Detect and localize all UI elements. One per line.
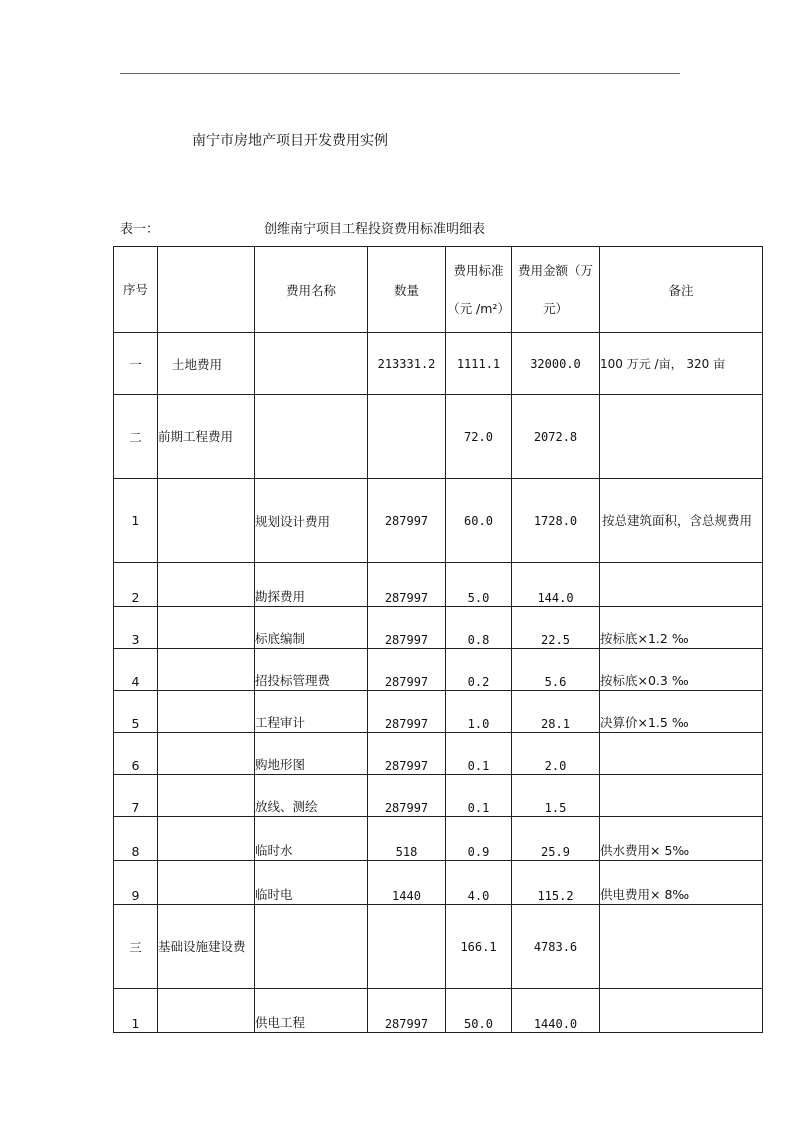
row-note: 供电费用× 8‰ xyxy=(600,861,763,905)
row-name: 招投标管理费 xyxy=(255,649,368,691)
row-note: 供水费用× 5‰ xyxy=(600,817,763,861)
row-qty: 287997 xyxy=(368,733,446,775)
row-amt: 4783.6 xyxy=(512,905,600,989)
row-note xyxy=(600,563,763,607)
row-qty: 287997 xyxy=(368,989,446,1033)
row-std: 50.0 xyxy=(446,989,512,1033)
row-category xyxy=(158,775,255,817)
header-name: 费用名称 xyxy=(255,247,368,333)
row-qty: 287997 xyxy=(368,607,446,649)
row-category xyxy=(158,817,255,861)
row-amt: 32000.0 xyxy=(512,333,600,395)
row-note-text: 100 万元 /亩， 320 亩 xyxy=(600,357,726,371)
row-std: 1111.1 xyxy=(446,333,512,395)
row-name: 勘探费用 xyxy=(255,563,368,607)
row-note xyxy=(600,775,763,817)
row-amt: 25.9 xyxy=(512,817,600,861)
table-row xyxy=(114,817,763,861)
row-seq: 1 xyxy=(114,989,158,1033)
row-note xyxy=(600,395,763,479)
row-seq: 8 xyxy=(114,817,158,861)
row-qty: 518 xyxy=(368,817,446,861)
header-blank xyxy=(158,247,255,333)
table-row xyxy=(114,479,763,563)
row-note xyxy=(600,905,763,989)
row-note: 决算价×1.5 ‰ xyxy=(600,691,763,733)
row-seq: 三 xyxy=(114,905,158,989)
row-category xyxy=(158,563,255,607)
header-amt xyxy=(512,247,600,333)
row-std: 1.0 xyxy=(446,691,512,733)
row-category xyxy=(158,479,255,563)
table-row xyxy=(114,989,763,1033)
row-name xyxy=(255,905,368,989)
row-seq: 7 xyxy=(114,775,158,817)
row-amt: 1728.0 xyxy=(512,479,600,563)
row-name: 标底编制 xyxy=(255,607,368,649)
row-category xyxy=(158,989,255,1033)
table-caption: 表一： xyxy=(120,222,160,237)
fee-table xyxy=(113,246,763,1033)
row-qty: 287997 xyxy=(368,563,446,607)
row-note xyxy=(600,989,763,1033)
row-note: 按总建筑面积，含总规费用 xyxy=(600,479,763,563)
row-seq: 1 xyxy=(114,479,158,563)
row-amt: 115.2 xyxy=(512,861,600,905)
row-std: 0.9 xyxy=(446,817,512,861)
row-amt: 144.0 xyxy=(512,563,600,607)
row-category xyxy=(158,691,255,733)
row-std: 72.0 xyxy=(446,395,512,479)
row-amt: 2.0 xyxy=(512,733,600,775)
header-std-line2: （元 /m²） xyxy=(447,300,510,316)
table-row xyxy=(114,733,763,775)
row-note: 按标底×1.2 ‰ xyxy=(600,607,763,649)
table-header-row xyxy=(114,247,763,333)
header-note: 备注 xyxy=(600,247,763,333)
row-name: 临时电 xyxy=(255,861,368,905)
row-qty: 287997 xyxy=(368,479,446,563)
row-std: 0.1 xyxy=(446,733,512,775)
table-row xyxy=(114,905,763,989)
row-qty: 1440 xyxy=(368,861,446,905)
row-name: 规划设计费用 xyxy=(255,479,368,563)
row-std: 166.1 xyxy=(446,905,512,989)
row-category: 前期工程费用 xyxy=(158,395,255,479)
row-qty xyxy=(368,395,446,479)
header-qty: 数量 xyxy=(368,247,446,333)
header-amt-line2: 元） xyxy=(542,300,568,316)
table-row xyxy=(114,395,763,479)
header-rule xyxy=(120,73,680,74)
table-row xyxy=(114,691,763,733)
table-row xyxy=(114,775,763,817)
row-category: 基础设施建设费 xyxy=(158,905,255,989)
header-std xyxy=(446,247,512,333)
row-seq: 5 xyxy=(114,691,158,733)
header-std-line1: 费用标准 xyxy=(453,262,504,278)
table-row xyxy=(114,861,763,905)
row-category: 土地费用 xyxy=(158,333,255,395)
row-qty: 213331.2 xyxy=(368,333,446,395)
table-title: 创维南宁项目工程投资费用标准明细表 xyxy=(264,222,486,237)
row-note xyxy=(600,733,763,775)
row-qty: 287997 xyxy=(368,775,446,817)
row-std: 5.0 xyxy=(446,563,512,607)
table-row xyxy=(114,563,763,607)
row-seq: 3 xyxy=(114,607,158,649)
row-name: 工程审计 xyxy=(255,691,368,733)
row-category xyxy=(158,733,255,775)
row-name xyxy=(255,333,368,395)
row-amt: 2072.8 xyxy=(512,395,600,479)
row-std: 4.0 xyxy=(446,861,512,905)
row-amt: 1.5 xyxy=(512,775,600,817)
row-std: 0.1 xyxy=(446,775,512,817)
row-seq: 二 xyxy=(114,395,158,479)
row-name: 临时水 xyxy=(255,817,368,861)
table-row xyxy=(114,649,763,691)
header-amt-line1: 费用金额（万 xyxy=(517,262,593,278)
row-seq: 6 xyxy=(114,733,158,775)
document-title: 南宁市房地产项目开发费用实例 xyxy=(192,133,388,149)
row-name: 购地形图 xyxy=(255,733,368,775)
header-seq: 序号 xyxy=(114,247,158,333)
row-amt: 28.1 xyxy=(512,691,600,733)
row-amt: 1440.0 xyxy=(512,989,600,1033)
row-seq: 9 xyxy=(114,861,158,905)
row-qty: 287997 xyxy=(368,649,446,691)
row-qty: 287997 xyxy=(368,691,446,733)
row-seq: 一 xyxy=(114,333,158,395)
row-note xyxy=(600,333,763,395)
row-category xyxy=(158,861,255,905)
row-amt: 22.5 xyxy=(512,607,600,649)
row-amt: 5.6 xyxy=(512,649,600,691)
row-std: 0.2 xyxy=(446,649,512,691)
row-note: 按标底×0.3 ‰ xyxy=(600,649,763,691)
row-name: 供电工程 xyxy=(255,989,368,1033)
row-seq: 4 xyxy=(114,649,158,691)
row-name xyxy=(255,395,368,479)
row-category xyxy=(158,607,255,649)
row-std: 0.8 xyxy=(446,607,512,649)
row-category xyxy=(158,649,255,691)
row-seq: 2 xyxy=(114,563,158,607)
table-row xyxy=(114,333,763,395)
row-name: 放线、测绘 xyxy=(255,775,368,817)
table-row xyxy=(114,607,763,649)
row-qty xyxy=(368,905,446,989)
row-std: 60.0 xyxy=(446,479,512,563)
